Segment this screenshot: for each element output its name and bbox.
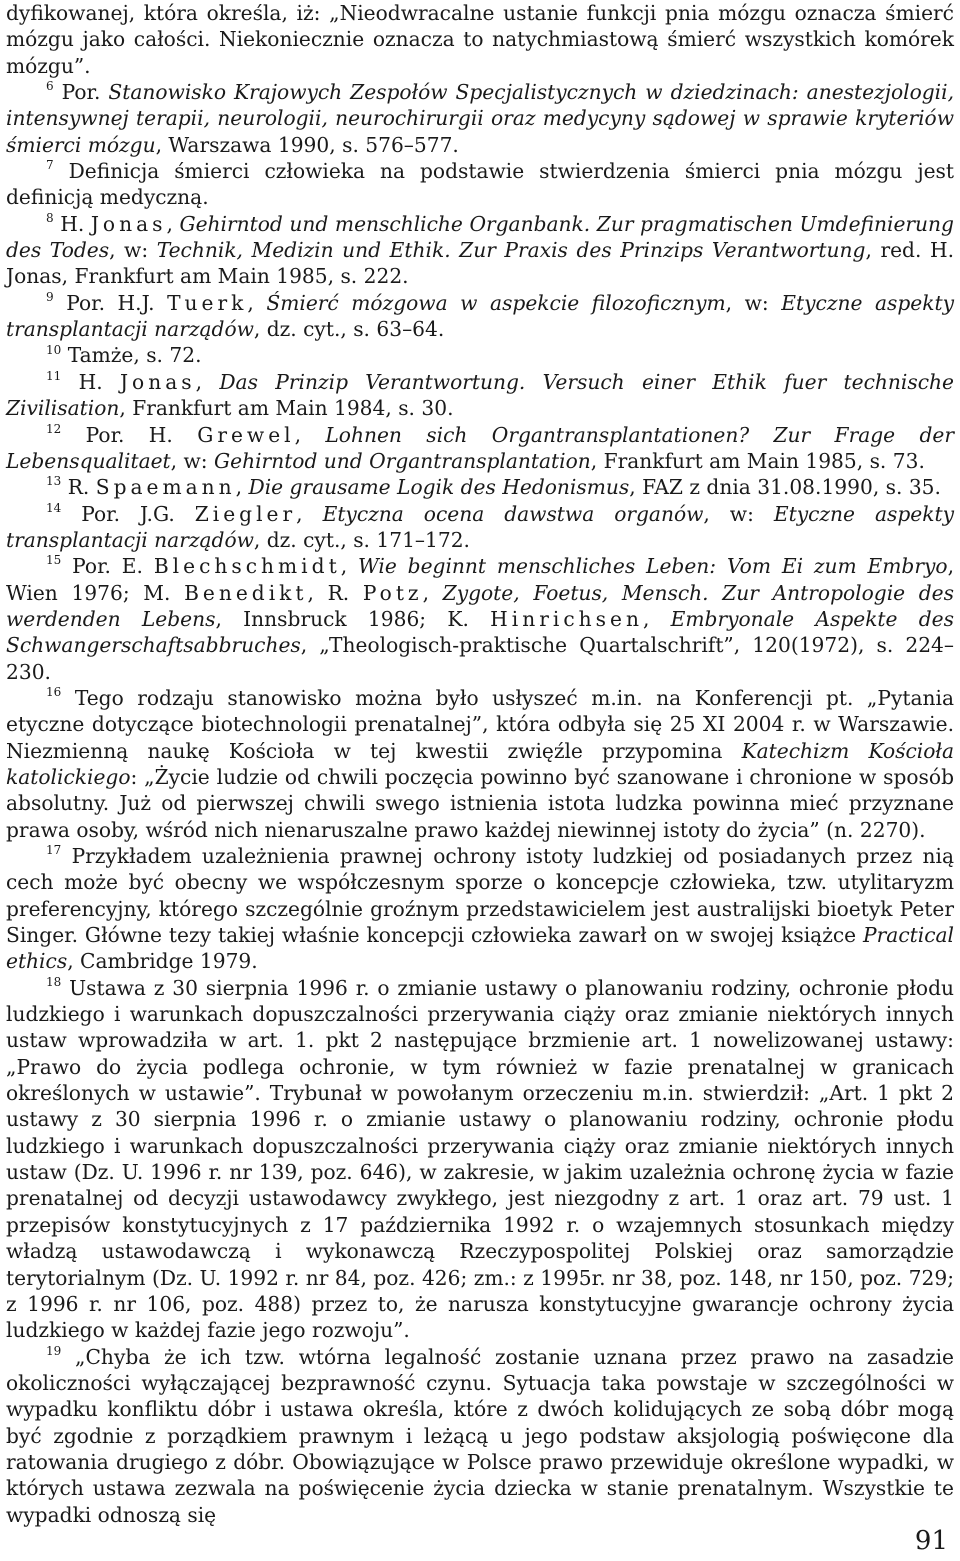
footnote-number: 7 xyxy=(46,158,54,173)
footnote-text: „Chyba że ich tzw. wtórna legalność zostanie uznana przez prawo na zasadzie okoliczności wyłączającej bezprawność czynu. Sytuacja taka powstaje w szczególności w wypadku konfliktu dóbr i ustawa określa, które z dwóch kolidujących ze sobą dóbr mogą być zgodnie z porządkiem prawnym i leżącą u jego podstaw aksjologią poświęcone dla ratowania drugiego z dóbr. Obowiązujące w Polsce prawo przewiduje określone wypadki, w których ustawa zezwala na poświęcenie życia dziecka w stanie prenatalnym. Wszystkie te wypadki odnoszą się xyxy=(6,1344,954,1527)
footnote-text: , dz. cyt., s. 63–64. xyxy=(253,317,445,342)
footnote xyxy=(6,0,954,79)
footnote-text: H. xyxy=(78,369,120,394)
italic-title: Embryonale Aspekte des Schwangerschaftsabbruches xyxy=(6,606,954,658)
footnote xyxy=(6,843,954,975)
author-name: Tuerk xyxy=(167,290,248,315)
footnote-text: , xyxy=(642,606,671,631)
italic-title: Etyczna ocena dawstwa organów xyxy=(322,501,704,526)
footnote xyxy=(6,79,954,158)
footnote-text: , „Theologisch-praktische Quartalschrift”, 120(1972), s. 224–230. xyxy=(6,633,954,684)
footnote xyxy=(6,553,954,685)
italic-title: Practical ethics xyxy=(6,923,954,974)
footnote-number: 11 xyxy=(46,369,62,384)
footnote-text: Por. J.G. xyxy=(81,501,195,526)
italic-title: Gehirntod und Organtransplantation xyxy=(214,448,591,473)
footnote-text: , Innsbruck 1986; K. xyxy=(215,606,491,631)
footnote-text: Por. xyxy=(61,80,109,105)
footnote-number: 15 xyxy=(46,553,62,568)
italic-title: Technik, Medizin und Ethik. Zur Praxis des Prinzips Verantwortung xyxy=(156,238,866,263)
footnote xyxy=(6,975,954,1344)
footnote-number: 9 xyxy=(46,290,54,305)
footnote-text: , xyxy=(235,475,249,500)
footnotes-section xyxy=(6,0,954,1528)
italic-title: Zygote, Foetus, Mensch. Zur Antropologie des werdenden Lebens xyxy=(6,580,954,631)
footnote xyxy=(6,422,954,475)
footnote-text: Por. H. xyxy=(85,422,198,447)
footnote-text: dyfikowanej, która określa, iż: „Nieodwracalne ustanie funkcji pnia mózgu oznacza śmierć mózgu jako całości. Niekoniecznie oznacza to natychmiastową śmierć wszystkich komórek mózgu”. xyxy=(6,1,954,78)
footnote-text: , red. H. Jonas, Frankfurt am Main 1985, s. 222. xyxy=(6,238,954,289)
footnote-text: , xyxy=(422,580,443,605)
footnote-text: , w: xyxy=(725,290,782,315)
footnote-text: R. xyxy=(67,475,96,500)
author-name: Jonas xyxy=(119,369,196,394)
footnote-text: , Frankfurt am Main 1985, s. 73. xyxy=(590,448,925,473)
italic-title: Stanowisko Krajowych Zespołów Specjalistycznych w dziedzinach: anestezjologii, intensywnej terapii, neurologii, neurochirurgii oraz medycyny sądowej w sprawie kryteriów śmierci mózgu xyxy=(6,80,954,157)
italic-title: Lohnen sich Organtransplantationen? Zur Frage der Lebensqualitaet xyxy=(6,422,955,473)
italic-title: Gehirntod und menschliche Organbank. Zur pragmatischen Umdefinierung des Todes xyxy=(6,211,954,263)
footnote xyxy=(6,501,954,554)
footnote xyxy=(6,158,954,211)
footnote xyxy=(6,342,954,368)
footnote-number: 13 xyxy=(46,474,62,489)
footnote-number: 19 xyxy=(46,1343,62,1358)
footnote-text: , dz. cyt., s. 171–172. xyxy=(253,527,470,552)
italic-title: Das Prinzip Verantwortung. Versuch einer Ethik fuer technische Zivilisation xyxy=(6,369,954,421)
footnote-text: Ustawa z 30 sierpnia 1996 r. o zmianie ustawy o planowaniu rodziny, ochronie płodu ludzkiego i warunkach dopuszczalności przerywania ciąży oraz zmianie niektórych innych ustaw wprowadziła w art. 1. pkt 2 następujące brzmienie art. 1 nowelizowanej ustawy: „Prawo do życia podlega ochronie, w tym również w fazie prenatalnej w granicach określonych w ustawie”. Trybunał w powołanym orzeczeniu m.in. stwierdził: „Art. 1 pkt 2 ustawy z 30 sierpnia 1996 r. o zmianie ustawy o planowaniu rodziny, ochronie płodu ludzkiego i warunkach dopuszczalności przerywania ciąży oraz zmianie niektórych innych ustaw (Dz. U. 1996 r. nr 139, poz. 646), w zakresie, w jakim uzależnia ochronę życia w fazie prenatalnej od decyzji ustawodawcy zwykłego, jest niezgodny z art. 1 oraz art. 79 ust. 1 przepisów konstytucyjnych z 17 października 1992 r. o wzajemnych stosunkach między władzą ustawodawczą i wykonawczą Rzeczypospolitej Polskiej oraz samorządzie terytorialnym (Dz. U. 1992 r. nr 84, poz. 426; zm.: z 1995r. nr 38, poz. 148, nr 150, poz. 729; z 1996 r. nr 106, poz. 488) przez to, że narusza konstytucyjne gwarancje ochrony życia ludzkiego w każdej fazie jego rozwoju”. xyxy=(6,975,954,1343)
footnote-number: 17 xyxy=(46,843,62,858)
footnote-text: , Frankfurt am Main 1984, s. 30. xyxy=(119,396,454,421)
footnote-text: , xyxy=(296,501,323,526)
footnote-text: , xyxy=(340,554,358,579)
footnote-text: , xyxy=(294,422,326,447)
author-name: Blechschmidt xyxy=(153,554,341,579)
footnote-text: , R. xyxy=(307,580,363,605)
italic-title: Katechizm Kościoła katolickiego xyxy=(6,738,955,789)
footnote-text: , FAZ z dnia 31.08.1990, s. 35. xyxy=(629,475,941,500)
footnote-text: , Cambridge 1979. xyxy=(67,949,258,974)
footnote-text: , w: xyxy=(109,238,157,263)
footnote-number: 18 xyxy=(46,974,62,989)
footnote-text: , xyxy=(166,211,180,236)
footnote-text: , Warszawa 1990, s. 576–577. xyxy=(155,132,459,157)
footnote xyxy=(6,474,954,500)
footnote-text: , w: xyxy=(170,448,215,473)
footnote xyxy=(6,1344,954,1528)
italic-title: Wie beginnt menschliches Leben: Vom Ei zum Embryo xyxy=(357,554,948,579)
footnote-number: 10 xyxy=(46,342,62,357)
footnote-text: : „Życie ludzie od chwili poczęcia powinno być szanowane i chronione w sposób absolutny. Już od pierwszej chwili swego istnienia istota ludzka powinna mieć przyznane prawa osoby, wśród nich nienaruszalne prawo każdej niewinnej istoty do życia” (n. 2270). xyxy=(6,764,954,842)
footnote-number: 14 xyxy=(46,500,62,515)
author-name: Grewel xyxy=(197,422,295,447)
italic-title: Die grausame Logik des Hedonismus xyxy=(248,475,630,500)
footnote-text: , Wien 1976; M. xyxy=(6,554,954,605)
italic-title: Etyczne aspekty transplantacji narządów xyxy=(6,501,954,552)
italic-title: Śmierć mózgowa w aspekcie filozoficznym xyxy=(266,290,726,315)
footnote-text: H. xyxy=(60,211,91,236)
footnote xyxy=(6,290,954,343)
footnote-text: Definicja śmierci człowieka na podstawie stwierdzenia śmierci pnia mózgu jest definicją medyczną. xyxy=(6,159,954,210)
footnote-number: 6 xyxy=(46,79,54,94)
footnote-text: , xyxy=(247,290,267,315)
footnote-text: , xyxy=(195,369,220,394)
footnote xyxy=(6,685,954,843)
author-name: Spaemann xyxy=(95,475,236,500)
footnote-text: Przykładem uzależnienia prawnej ochrony istoty ludzkiej od posiadanych przez nią cech może być obecny we współczesnym sporze o koncepcje człowieka, tzw. utylitaryzm preferencyjny, którego szczególnie groźnym przedstawicielem jest australijski bioetyk Peter Singer. Główne tezy takiej właśnie koncepcji człowieka zawarł on w swojej książce xyxy=(6,844,954,948)
footnote-number: 8 xyxy=(46,211,54,226)
author-name: Jonas xyxy=(90,211,167,236)
author-name: Benedikt xyxy=(184,580,308,605)
footnote xyxy=(6,369,954,422)
italic-title: Etyczne aspekty transplantacji narządów xyxy=(6,290,955,342)
footnote-number: 16 xyxy=(46,685,62,700)
footnote-number: 12 xyxy=(46,421,62,436)
footnote xyxy=(6,211,954,290)
footnote-text: Por. E. xyxy=(72,554,154,579)
footnote-text: Tamże, s. 72. xyxy=(67,343,202,368)
footnote-text: Por. H.J. xyxy=(66,290,168,315)
author-name: Hinrichsen xyxy=(490,606,643,631)
footnote-text: , w: xyxy=(703,501,774,526)
author-name: Potz xyxy=(362,580,423,605)
page-number: 91 xyxy=(914,1526,948,1556)
footnote-text: Tego rodzaju stanowisko można było usłyszeć m.in. na Konferencji pt. „Pytania etyczne dotyczące biotechnologii prenatalnej”, która odbyła się 25 XI 2004 r. w Warszawie. Niezmienną naukę Kościoła w tej kwestii zwięźle przypomina xyxy=(6,685,955,763)
author-name: Ziegler xyxy=(194,501,297,526)
